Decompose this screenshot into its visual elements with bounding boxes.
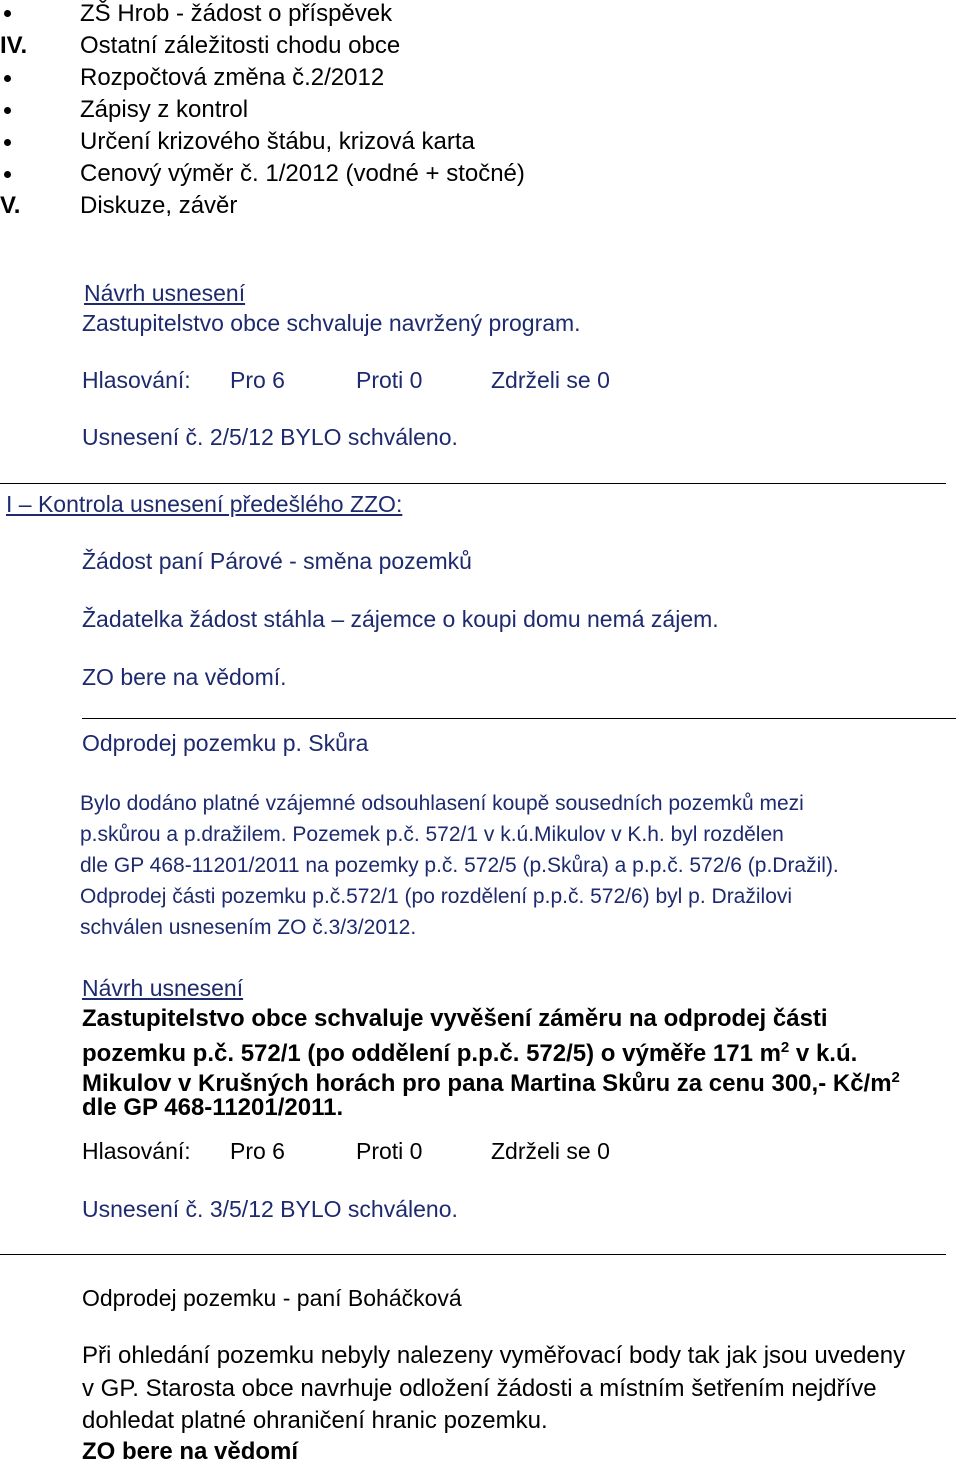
- proposal-heading: Návrh usnesení: [82, 975, 244, 1001]
- paragraph-line: Bylo dodáno platné vzájemné odsouhlasení koupě sousedních pozemků mezi: [80, 792, 804, 815]
- vote-proti: Proti 0: [356, 1138, 423, 1164]
- section-subtitle: Žádost paní Párové - směna pozemků: [82, 548, 472, 574]
- section-title: I – Kontrola usnesení předešlého ZZO:: [6, 491, 403, 517]
- agenda-item-text: Rozpočtová změna č.2/2012: [80, 64, 385, 91]
- vote-pro: Pro 6: [230, 367, 285, 393]
- bullet-icon: [0, 0, 60, 27]
- agenda-item: [0, 32, 960, 64]
- paragraph-line: Odprodej části pozemku p.č.572/1 (po rozdělení p.p.č. 572/6) byl p. Dražilovi: [80, 885, 793, 908]
- vote-pro: Pro 6: [230, 1138, 285, 1164]
- agenda-item-text: Cenový výměr č. 1/2012 (vodné + stočné): [80, 160, 525, 187]
- divider: [82, 718, 956, 719]
- bullet-icon: [0, 128, 60, 156]
- proposal-line-end: v k.ú.: [789, 1040, 858, 1067]
- agenda-item-text: Ostatní záležitosti chodu obce: [80, 32, 401, 59]
- resolution-text: Usnesení č. 3/5/12 BYLO schváleno.: [82, 1196, 458, 1222]
- section-note: ZO bere na vědomí.: [82, 664, 287, 690]
- vote-label: Hlasování:: [82, 367, 191, 393]
- superscript: 2: [891, 1069, 900, 1086]
- resolution-text: Usnesení č. 2/5/12 BYLO schváleno.: [82, 424, 458, 450]
- agenda-item-text: Určení krizového štábu, krizová karta: [80, 128, 475, 155]
- bullet-icon: [0, 160, 60, 188]
- agenda-list: [0, 0, 960, 224]
- agenda-marker: V.: [0, 192, 21, 219]
- bullet-icon: [0, 64, 60, 92]
- proposal-heading: Návrh usnesení: [84, 280, 246, 306]
- agenda-item: [0, 192, 960, 224]
- paragraph-line: schválen usnesením ZO č.3/3/2012.: [80, 916, 417, 939]
- vote-label: Hlasování:: [82, 1138, 191, 1164]
- agenda-item: [0, 128, 960, 160]
- vote-zdrzeli: Zdrželi se 0: [491, 367, 610, 393]
- section-title: Odprodej pozemku p. Skůra: [82, 730, 369, 756]
- divider: [0, 1254, 946, 1255]
- agenda-marker: IV.: [0, 32, 28, 59]
- paragraph-line: dohledat platné ohraničení hranic pozemku.: [82, 1407, 548, 1434]
- vote-row: [0, 367, 960, 399]
- section-note: ZO bere na vědomí: [82, 1438, 299, 1465]
- agenda-item: [0, 96, 960, 128]
- proposal-line: dle GP 468-11201/2011.: [82, 1094, 344, 1121]
- agenda-item: [0, 160, 960, 192]
- paragraph-line: p.skůrou a p.dražilem. Pozemek p.č. 572/1 v k.ú.Mikulov v K.h. byl rozdělen: [80, 823, 784, 846]
- paragraph-line: dle GP 468-11201/2011 na pozemky p.č. 572/5 (p.Skůra) a p.p.č. 572/6 (p.Dražil).: [80, 854, 839, 877]
- agenda-item: [0, 64, 960, 96]
- agenda-item: [0, 0, 960, 32]
- proposal-line-text: Mikulov v Krušných horách pro pana Martina Skůru za cenu 300,- Kč/m: [82, 1070, 892, 1097]
- agenda-item-text: ZŠ Hrob - žádost o příspěvek: [80, 0, 393, 27]
- agenda-item-text: Zápisy z kontrol: [80, 96, 249, 123]
- paragraph-line: v GP. Starosta obce navrhuje odložení žádosti a místním šetřením nejdříve: [82, 1375, 877, 1402]
- superscript: 2: [780, 1039, 790, 1056]
- bullet-icon: [0, 96, 60, 124]
- agenda-item-text: Diskuze, závěr: [80, 192, 238, 219]
- vote-zdrzeli: Zdrželi se 0: [491, 1138, 610, 1164]
- paragraph-line: Při ohledání pozemku nebyly nalezeny vyměřovací body tak jak jsou uvedeny: [82, 1342, 906, 1369]
- section-title: Odprodej pozemku - paní Boháčková: [82, 1285, 462, 1311]
- section-text: Žadatelka žádost stáhla – zájemce o koupi domu nemá zájem.: [82, 606, 719, 632]
- divider: [0, 483, 946, 484]
- proposal-text: Zastupitelstvo obce schvaluje navržený program.: [82, 310, 581, 336]
- vote-row: [0, 1138, 960, 1170]
- vote-proti: Proti 0: [356, 367, 423, 393]
- proposal-line: Zastupitelstvo obce schvaluje vyvěšení záměru na odprodej části: [82, 1005, 828, 1032]
- proposal-line-text: pozemku p.č. 572/1 (po oddělení p.p.č. 572/5) o výměře 171 m: [82, 1040, 781, 1067]
